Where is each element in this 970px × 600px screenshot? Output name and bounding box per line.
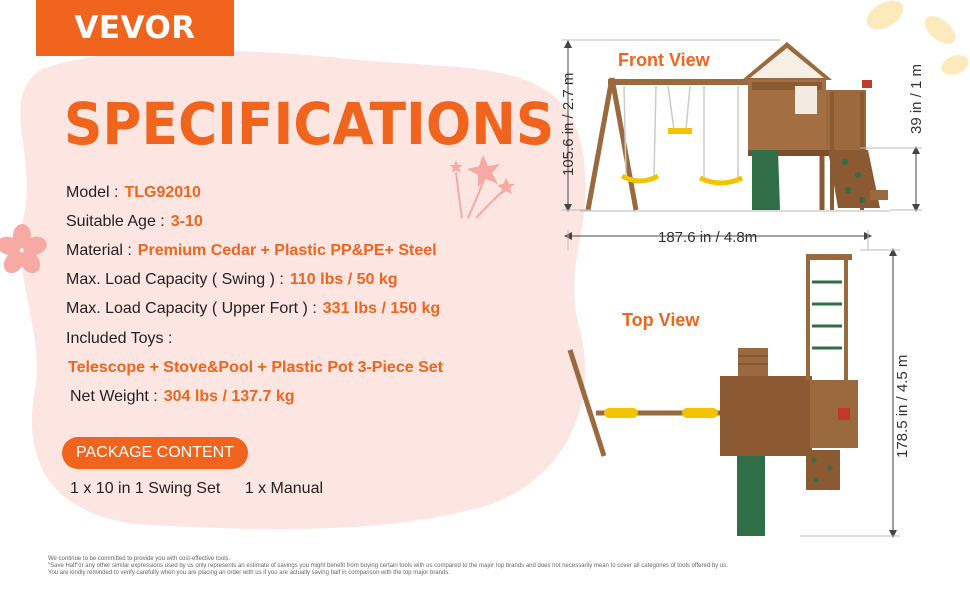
height-total-label: 105.6 in / 2.7 m xyxy=(560,72,577,176)
spec-label: Material : xyxy=(66,242,132,259)
depth-label: 178.5 in / 4.5 m xyxy=(894,354,911,458)
spec-value: Premium Cedar + Plastic PP&PE+ Steel xyxy=(137,242,437,259)
front-view-label: Front View xyxy=(618,50,710,70)
top-view-label: Top View xyxy=(622,310,700,330)
fine-print-line: You are kindly reminded to verify carefully when you are placing an order with us if you are actually saving half in comparison with the top major brands. xyxy=(48,570,450,576)
spec-value: TLG92010 xyxy=(124,184,201,201)
package-item: 1 x Manual xyxy=(244,480,324,497)
spec-toys-label: Included Toys : xyxy=(66,330,173,347)
brand-logo: VEVOR xyxy=(36,0,234,56)
fine-print-line: "Save Half"or any other similar expressions used by us only represents an estimate of savings you might benefit from buying certain tools with us compared to the major top brands and does not necessarily mean to cover all categories of tools offered by us. xyxy=(48,563,728,569)
spec-value: 304 lbs / 137.7 kg xyxy=(163,388,295,405)
spec-value: 3-10 xyxy=(170,213,203,230)
spec-label: Net Weight : xyxy=(70,388,158,405)
height-deck-label: 39 in / 1 m xyxy=(908,63,925,134)
package-item: 1 x 10 in 1 Swing Set xyxy=(70,480,221,497)
spec-value: Telescope + Stove&Pool + Plastic Pot 3-Piece Set xyxy=(68,359,443,376)
spec-value: 110 lbs / 50 kg xyxy=(289,271,398,288)
spec-label: Model : xyxy=(66,184,119,201)
fine-print-line: We continue to be committed to provide you with cost-effective tools. xyxy=(48,556,231,562)
width-label: 187.6 in / 4.8m xyxy=(658,229,758,246)
spec-value: 331 lbs / 150 kg xyxy=(322,300,441,317)
top-view-drawing xyxy=(570,254,858,536)
spec-label: Max. Load Capacity ( Swing ) : xyxy=(66,271,284,288)
package-content-badge: PACKAGE CONTENT xyxy=(62,437,248,469)
page-title: SPECIFICATIONS xyxy=(64,90,555,158)
spec-label: Max. Load Capacity ( Upper Fort ) : xyxy=(66,300,317,317)
spec-label: Suitable Age : xyxy=(66,213,165,230)
